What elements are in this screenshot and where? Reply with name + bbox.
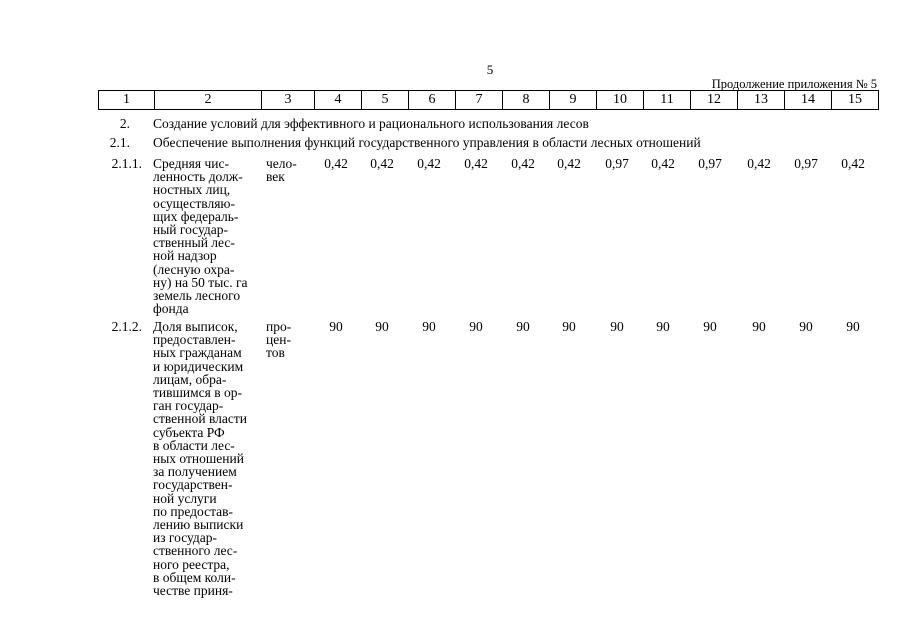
indicator-name-line: ственный лес- — [153, 235, 235, 251]
indicator-value: 90 — [375, 319, 389, 334]
indicator-name-line: в области лес- — [153, 437, 235, 453]
indicator-unit — [266, 320, 306, 360]
indicator-name — [153, 320, 263, 597]
indicator-name-line: в общем коли- — [153, 569, 236, 585]
indicator-name-line: по предостав- — [153, 503, 234, 519]
indicator-name-line: субъекта РФ — [153, 424, 225, 440]
indicator-name-line: Доля выписок, — [153, 319, 238, 334]
indicator-name-line: земель лесного — [153, 288, 241, 304]
indicator-value: 0,97 — [698, 156, 722, 171]
section-title: Обеспечение выполнения функций государственного управления в области лесных отношений — [153, 135, 701, 150]
indicator-value: 0,42 — [511, 156, 535, 171]
indicator-name-line: за получением — [153, 464, 237, 480]
header-cell: 14 — [785, 91, 832, 110]
indicator-unit-line: цен- — [266, 332, 291, 348]
indicator-unit-line: век — [266, 169, 285, 185]
indicator-value: 90 — [422, 319, 436, 334]
indicator-unit-line: тов — [266, 345, 285, 361]
indicator-name-line: из государ- — [153, 530, 218, 546]
row-number: 2.1.2. — [111, 319, 142, 334]
indicator-value: 0,42 — [747, 156, 771, 171]
indicator-value: 0,97 — [794, 156, 818, 171]
indicator-name-line: и юридическим — [153, 358, 244, 374]
indicator-name-line: ган государ- — [153, 398, 224, 414]
indicator-value: 0,42 — [370, 156, 394, 171]
section-number: 2. — [119, 116, 130, 131]
indicator-value: 0,42 — [324, 156, 348, 171]
indicator-value: 90 — [610, 319, 624, 334]
indicator-name-line: лению выписки — [153, 517, 244, 533]
indicator-name-line: ной надзор — [153, 248, 217, 264]
header-cell: 11 — [644, 91, 691, 110]
indicator-value: 90 — [752, 319, 766, 334]
header-cell: 7 — [456, 91, 503, 110]
indicator-name-line: государствен- — [153, 477, 233, 493]
indicator-name-line: Средняя чис- — [153, 156, 229, 171]
indicator-name-line: ных отношений — [153, 451, 244, 467]
header-cell: 8 — [503, 91, 550, 110]
header-cell: 6 — [409, 91, 456, 110]
indicator-name — [153, 157, 263, 315]
indicator-name-line: ной услуги — [153, 490, 217, 506]
header-cell: 9 — [550, 91, 597, 110]
indicator-name-line: осуществляю- — [153, 195, 235, 211]
indicator-name-line: ственной власти — [153, 411, 248, 427]
header-cell: 12 — [691, 91, 738, 110]
indicator-name-line: предоставлен- — [153, 332, 236, 348]
indicator-value: 0,42 — [651, 156, 675, 171]
indicator-value: 0,42 — [557, 156, 581, 171]
indicator-value: 90 — [846, 319, 860, 334]
indicator-value: 90 — [516, 319, 530, 334]
indicator-value: 90 — [656, 319, 670, 334]
indicator-name-line: ственного лес- — [153, 543, 238, 559]
header-cell: 2 — [155, 91, 262, 110]
indicator-value: 0,42 — [841, 156, 865, 171]
header-cell: 3 — [262, 91, 315, 110]
header-cell: 15 — [832, 91, 879, 110]
indicator-value: 90 — [329, 319, 343, 334]
indicator-unit — [266, 157, 306, 183]
indicator-name-line: фонда — [153, 301, 189, 317]
indicator-name-line: щих федераль- — [153, 208, 239, 224]
indicator-unit-line: про- — [266, 319, 292, 334]
row-number: 2.1.1. — [111, 156, 142, 171]
continuation-label: Продолжение приложения № 5 — [711, 77, 877, 91]
indicator-value: 90 — [562, 319, 576, 334]
indicator-value: 90 — [799, 319, 813, 334]
header-cell: 13 — [738, 91, 785, 110]
section-number: 2.1. — [109, 135, 130, 150]
indicator-value: 0,97 — [605, 156, 629, 171]
indicator-value: 90 — [469, 319, 483, 334]
indicator-name-line: ну) на 50 тыс. га — [153, 274, 248, 290]
indicator-value: 0,42 — [464, 156, 488, 171]
header-cell: 5 — [362, 91, 409, 110]
indicator-name-line: ного реестра, — [153, 556, 230, 572]
indicator-value: 0,42 — [417, 156, 441, 171]
column-number-header — [98, 90, 879, 110]
indicator-name-line: (лесную охра- — [153, 261, 235, 277]
indicator-name-line: ностных лиц, — [153, 182, 231, 198]
indicator-name-line: лицам, обра- — [153, 371, 227, 387]
section-title: Создание условий для эффективного и рационального использования лесов — [153, 116, 589, 131]
indicator-name-line: ных гражданам — [153, 345, 242, 361]
indicator-name-line: ный государ- — [153, 222, 229, 238]
page-number: 5 — [486, 62, 494, 77]
indicator-unit-line: чело- — [266, 156, 297, 171]
indicator-name-line: ленность долж- — [153, 169, 243, 185]
indicator-value: 90 — [703, 319, 717, 334]
header-cell: 1 — [99, 91, 155, 110]
header-cell: 4 — [315, 91, 362, 110]
indicator-name-line: тившимся в ор- — [153, 385, 242, 401]
header-cell: 10 — [597, 91, 644, 110]
indicator-name-line: честве приня- — [153, 583, 233, 599]
